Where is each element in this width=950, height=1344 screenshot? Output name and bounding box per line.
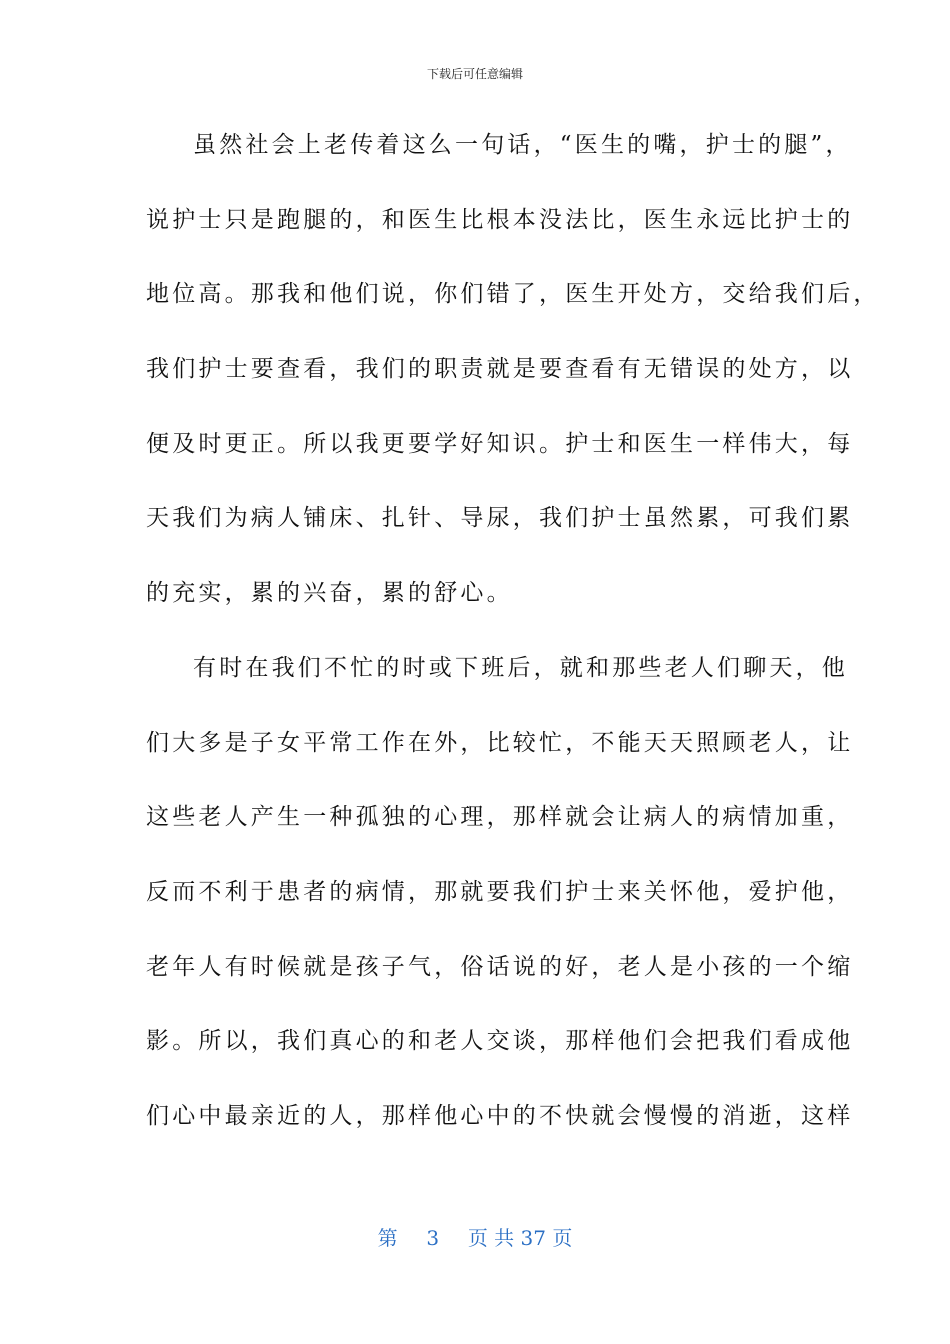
paragraph-line: 说护士只是跑腿的，和医生比根本没法比，医生永远比护士的: [146, 206, 854, 233]
total-page-count: 37: [520, 1226, 546, 1250]
footer-suffix: 页: [552, 1226, 573, 1250]
page-number-footer: [0, 1225, 950, 1251]
paragraph-line: 老年人有时候就是孩子气，俗话说的好，老人是小孩的一个缩: [146, 953, 854, 980]
footer-prefix: 第: [377, 1226, 398, 1250]
paragraph-line: 反而不利于患者的病情，那就要我们护士来关怀他，爱护他，: [146, 878, 854, 905]
paragraph-line: 们大多是子女平常工作在外，比较忙，不能天天照顾老人，让: [146, 729, 854, 756]
footer-middle: 页 共: [467, 1226, 515, 1250]
paragraph-line: 便及时更正。所以我更要学好知识。护士和医生一样伟大，每: [146, 430, 854, 457]
paragraph-line: 有时在我们不忙的时或下班后，就和那些老人们聊天，他: [193, 654, 848, 681]
paragraph-line: 我们护士要查看，我们的职责就是要查看有无错误的处方，以: [146, 356, 854, 383]
current-page-number: 3: [426, 1226, 440, 1250]
paragraph-line: 影。所以，我们真心的和老人交谈，那样他们会把我们看成他: [146, 1028, 854, 1055]
paragraph-line: 虽然社会上老传着这么一句话，“医生的嘴，护士的腿”，: [193, 132, 852, 158]
paragraph-line: 的充实，累的兴奋，累的舒心。: [146, 580, 513, 607]
document-body: [146, 120, 880, 1166]
page-header: 下载后可任意编辑: [426, 67, 523, 81]
paragraph-line: 地位高。那我和他们说，你们错了，医生开处方，交给我们后，: [146, 281, 880, 308]
paragraph-line: 这些老人产生一种孤独的心理，那样就会让病人的病情加重，: [146, 804, 854, 831]
paragraph-line: 天我们为病人铺床、扎针、导尿，我们护士虽然累，可我们累: [146, 505, 854, 532]
paragraph-line: 们心中最亲近的人，那样他心中的不快就会慢慢的消逝，这样: [146, 1102, 854, 1129]
